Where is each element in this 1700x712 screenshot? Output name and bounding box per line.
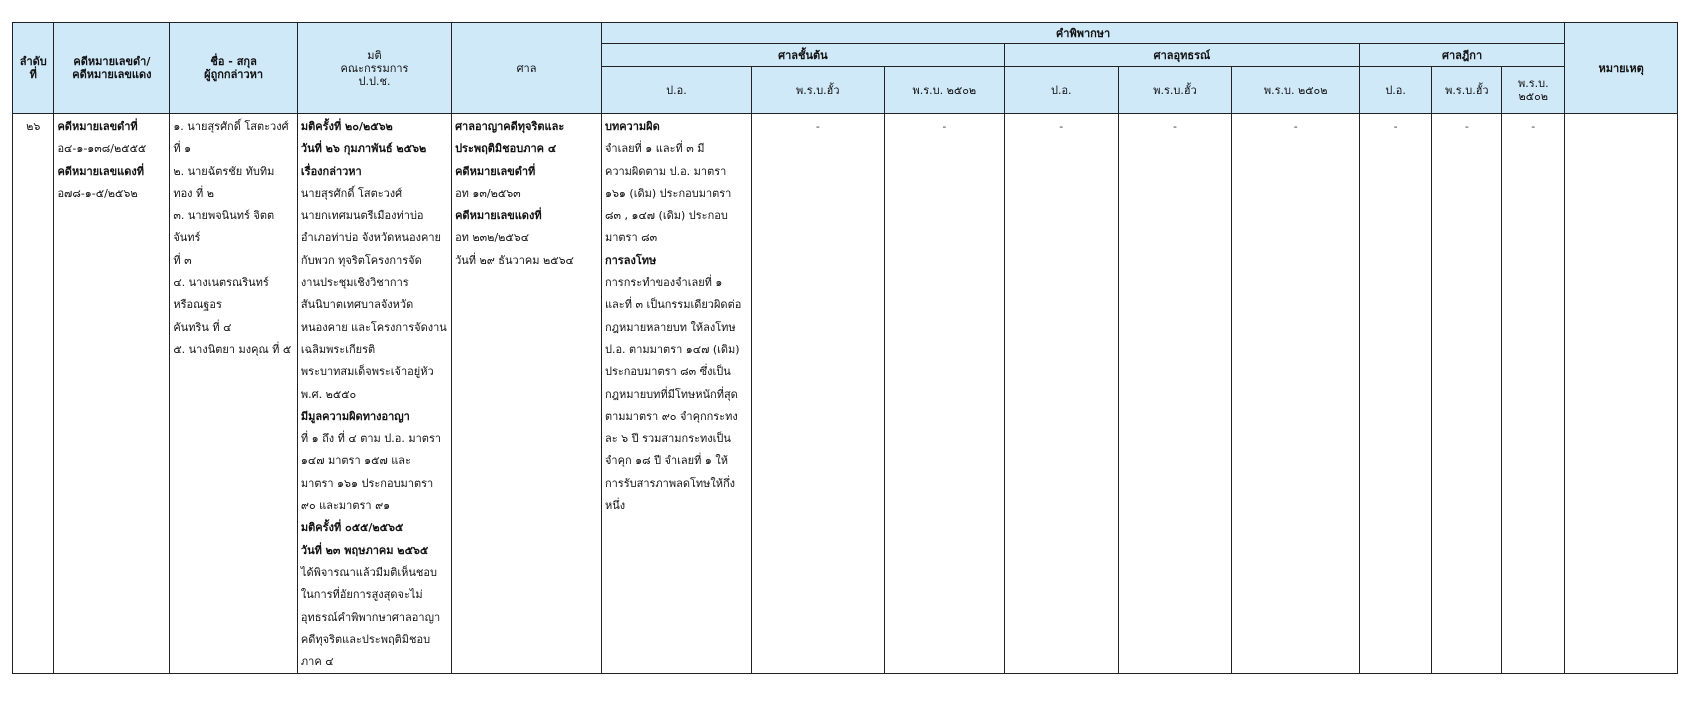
cell-court bbox=[452, 114, 602, 674]
col-header-resolution: มติ คณะกรรมการ ป.ป.ช. bbox=[297, 23, 451, 114]
col-header-appeal-prb-2502: พ.ร.บ. ๒๕๐๒ bbox=[1232, 67, 1360, 114]
judgment-text-line: การกระทำของจำเลยที่ ๑ bbox=[604, 276, 723, 290]
judgment-text-line: กฎหมายหลายบท ให้ลงโทษ bbox=[604, 320, 736, 334]
case-number-line: คดีหมายเลขดำที่ bbox=[57, 120, 138, 133]
resolution-line: พ.ศ. ๒๕๕๐ bbox=[300, 387, 357, 401]
col-header-supreme-prb-ua: พ.ร.บ.ฮั้ว bbox=[1432, 67, 1502, 114]
judgment-text-line: การลงโทษ bbox=[604, 253, 657, 267]
col-header-court-first: ศาลชั้นต้น bbox=[601, 44, 1004, 67]
col-header-no: ลำดับ ที่ bbox=[13, 23, 54, 114]
judgment-text-line: ป.อ. ตามมาตรา ๑๔๗ (เดิม) bbox=[604, 342, 740, 356]
judgment-text-line: ละ ๖ ปี รวมสามกระทงเป็น bbox=[604, 432, 731, 446]
resolution-line: ภาค ๔ bbox=[300, 655, 334, 669]
resolution-line: สันนิบาตเทศบาลจังหวัด bbox=[300, 298, 414, 312]
col-header-case-number: คดีหมายเลขดำ/ คดีหมายเลขแดง bbox=[54, 23, 170, 114]
accused-name-line: ๒. นายฉัตรชัย ทับทิม bbox=[173, 164, 275, 178]
col-header-first-prb-2502: พ.ร.บ. ๒๕๐๒ bbox=[884, 67, 1004, 114]
court-line: ประพฤติมิชอบภาค ๔ bbox=[455, 142, 557, 156]
col-header-court-appeal: ศาลอุทธรณ์ bbox=[1004, 44, 1359, 67]
cell-accused-name bbox=[170, 114, 298, 674]
case-number-line: อ๗๘-๑-๕/๒๕๖๒ bbox=[57, 186, 138, 200]
case-number-line: อ๔-๑-๑๓๘/๒๕๕๕ bbox=[57, 142, 147, 156]
case-number-line: คดีหมายเลขแดงที่ bbox=[57, 164, 144, 178]
judgment-text-line: บทความผิด bbox=[604, 120, 660, 133]
cell-remarks bbox=[1565, 114, 1678, 674]
resolution-line: วันที่ ๒๓ พฤษภาคม ๒๕๖๕ bbox=[300, 543, 429, 557]
cell-appeal-prb-2502: - bbox=[1232, 114, 1360, 674]
col-header-supreme-pa: ป.อ. bbox=[1359, 67, 1431, 114]
cell-supreme-prb-ua: - bbox=[1432, 114, 1502, 674]
col-header-first-prb-ua: พ.ร.บ.ฮั้ว bbox=[751, 67, 884, 114]
judgment-text-line: ๘๓ , ๑๔๗ (เดิม) ประกอบ bbox=[604, 209, 728, 223]
cell-supreme-pa: - bbox=[1359, 114, 1431, 674]
accused-name-line: ที่ ๓ bbox=[173, 253, 192, 267]
cell-appeal-prb-ua: - bbox=[1118, 114, 1232, 674]
resolution-line: พระบาทสมเด็จพระเจ้าอยู่หัว bbox=[300, 365, 434, 379]
accused-name-line: ๑. นายสุรศักดิ์ โสตะวงศ์ bbox=[173, 120, 289, 133]
judgment-text-line: ความผิดตาม ป.อ. มาตรา bbox=[604, 164, 727, 178]
col-header-supreme-prb-2502: พ.ร.บ. ๒๕๐๒ bbox=[1502, 67, 1565, 114]
accused-name-line: ที่ ๑ bbox=[173, 142, 192, 156]
accused-name-line: คันทริน ที่ ๔ bbox=[173, 320, 232, 334]
judgment-text-line: หนึ่ง bbox=[604, 499, 626, 513]
resolution-line: มาตรา ๑๖๑ ประกอบมาตรา bbox=[300, 476, 434, 490]
judgment-text-line: ประกอบมาตรา ๘๓ ซึ่งเป็น bbox=[604, 365, 731, 379]
court-line: วันที่ ๒๙ ธันวาคม ๒๕๖๔ bbox=[455, 253, 574, 267]
cell-first-pa bbox=[601, 114, 751, 674]
col-header-appeal-prb-ua: พ.ร.บ.ฮั้ว bbox=[1118, 67, 1232, 114]
resolution-line: ๑๔๗ มาตรา ๑๕๗ และ bbox=[300, 454, 411, 468]
resolution-line: หนองคาย และโครงการจัดงาน bbox=[300, 320, 447, 334]
resolution-line: เรื่องกล่าวหา bbox=[300, 164, 362, 178]
resolution-line: กับพวก ทุจริตโครงการจัด bbox=[300, 253, 422, 267]
accused-name-line: ทอง ที่ ๒ bbox=[173, 186, 215, 200]
court-line: อท ๑๓/๒๕๖๓ bbox=[455, 186, 521, 200]
cell-no: ๒๖ bbox=[13, 114, 54, 674]
col-header-appeal-pa: ป.อ. bbox=[1004, 67, 1118, 114]
judgment-text-line: มาตรา ๘๓ bbox=[604, 231, 658, 245]
col-header-remarks: หมายเหตุ bbox=[1565, 23, 1678, 114]
col-header-judgment: คำพิพากษา bbox=[601, 23, 1564, 44]
cell-appeal-pa: - bbox=[1004, 114, 1118, 674]
cell-first-prb-2502: - bbox=[884, 114, 1004, 674]
resolution-line: ๙๐ และมาตรา ๙๑ bbox=[300, 499, 391, 513]
judgment-table-sheet bbox=[12, 22, 1678, 674]
col-header-court: ศาล bbox=[452, 23, 602, 114]
resolution-line: มีมูลความผิดทางอาญา bbox=[300, 409, 410, 423]
col-header-accused-name: ชื่อ - สกุล ผู้ถูกกล่าวหา bbox=[170, 23, 298, 114]
col-header-court-supreme: ศาลฎีกา bbox=[1359, 44, 1564, 67]
resolution-line: เฉลิมพระเกียรติ bbox=[300, 342, 376, 356]
court-line: คดีหมายเลขดำที่ bbox=[455, 164, 536, 178]
cell-first-prb-ua: - bbox=[751, 114, 884, 674]
accused-name-line: ๕. นางนิตยา มงคุณ ที่ ๕ bbox=[173, 342, 292, 356]
accused-name-line: หรือณฐอร bbox=[173, 298, 222, 312]
judgment-text-line: จำคุก ๑๘ ปี จำเลยที่ ๑ ให้ bbox=[604, 454, 728, 468]
resolution-line: มติครั้งที่ ๐๕๕/๒๕๖๕ bbox=[300, 521, 404, 535]
resolution-line: งานประชุมเชิงวิชาการ bbox=[300, 276, 409, 290]
resolution-line: ในการที่อัยการสูงสุดจะไม่ bbox=[300, 588, 423, 602]
resolution-line: อุทธรณ์คำพิพากษาศาลอาญา bbox=[300, 610, 441, 624]
table-row bbox=[13, 114, 1678, 674]
cell-supreme-prb-2502: - bbox=[1502, 114, 1565, 674]
judgment-text-line: และที่ ๓ เป็นกรรมเดียวผิดต่อ bbox=[604, 298, 742, 312]
cell-case-number bbox=[54, 114, 170, 674]
court-line: ศาลอาญาคดีทุจริตและ bbox=[455, 120, 565, 133]
resolution-line: มติครั้งที่ ๒๐/๒๕๖๒ bbox=[300, 120, 393, 133]
resolution-line: วันที่ ๒๖ กุมภาพันธ์ ๒๕๖๒ bbox=[300, 142, 427, 156]
resolution-line: อำเภอท่าบ่อ จังหวัดหนองคาย bbox=[300, 231, 441, 245]
court-line: คดีหมายเลขแดงที่ bbox=[455, 209, 542, 223]
judgment-text-line: จำเลยที่ ๑ และที่ ๓ มี bbox=[604, 142, 705, 156]
accused-name-line: จันทร์ bbox=[173, 231, 201, 245]
resolution-line: นายกเทศมนตรีเมืองท่าบ่อ bbox=[300, 209, 424, 223]
accused-name-line: ๓. นายพจนินทร์ จิตต bbox=[173, 209, 275, 223]
judgment-text-line: การรับสารภาพลดโทษให้กึ่ง bbox=[604, 476, 736, 490]
judgment-text-line: ๑๖๑ (เดิม) ประกอบมาตรา bbox=[604, 186, 732, 200]
judgment-text-line: ตามมาตรา ๙๐ จำคุกกระทง bbox=[604, 409, 738, 423]
accused-name-line: ๔. นางเนตรณรินทร์ bbox=[173, 276, 269, 290]
resolution-line: คดีทุจริตและประพฤติมิชอบ bbox=[300, 632, 431, 646]
judgment-table bbox=[12, 22, 1678, 674]
cell-resolution bbox=[297, 114, 451, 674]
col-header-first-pa: ป.อ. bbox=[601, 67, 751, 114]
resolution-line: ที่ ๑ ถึง ที่ ๔ ตาม ป.อ. มาตรา bbox=[300, 432, 442, 446]
resolution-line: ได้พิจารณาแล้วมีมติเห็นชอบ bbox=[300, 565, 437, 579]
court-line: อท ๒๓๒/๒๕๖๔ bbox=[455, 231, 530, 245]
resolution-line: นายสุรศักดิ์ โสตะวงศ์ bbox=[300, 186, 403, 200]
judgment-text-line: กฎหมายบทที่มีโทษหนักที่สุด bbox=[604, 387, 738, 401]
